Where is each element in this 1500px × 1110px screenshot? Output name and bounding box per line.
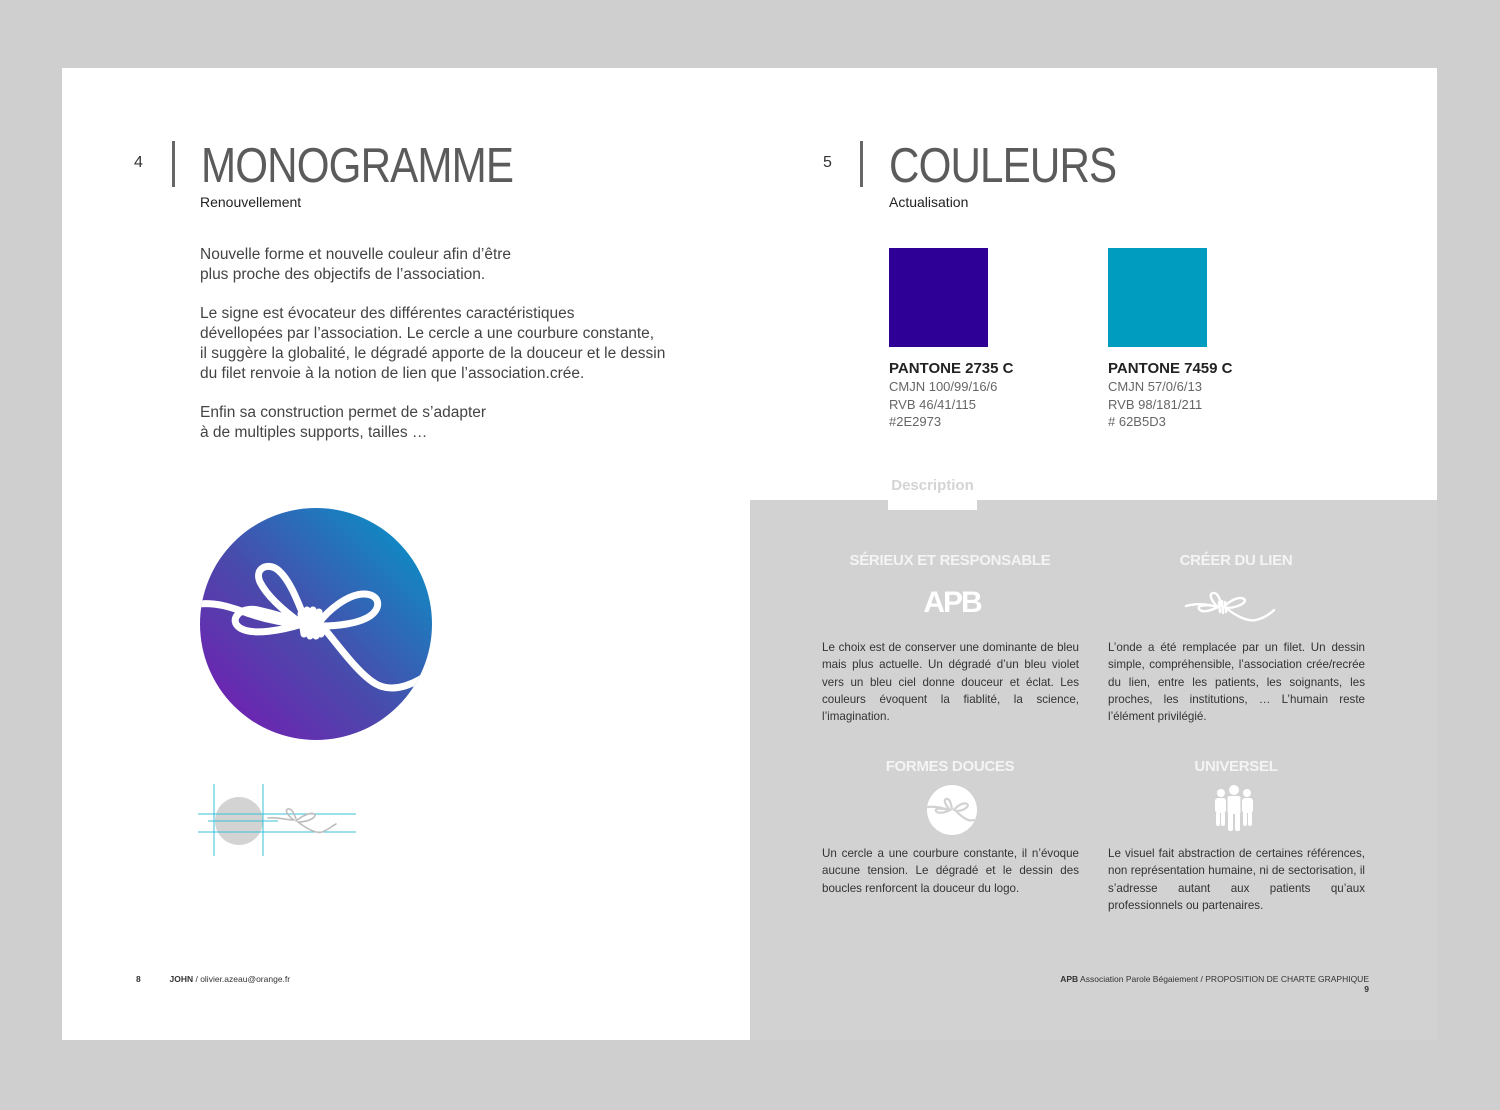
people-group-icon — [1212, 784, 1256, 832]
cmjn-value: CMJN 100/99/16/6 — [889, 379, 998, 394]
section-divider — [172, 141, 175, 187]
paragraph: Le signe est évocateur des différentes caractéristiques dévellopées par l’association. Le cercle a une courbure constante, il suggère la globalité, le dégradé apporte de la douceur et le dessin du filet renvoie à la notion de lien que l’association.crée. — [200, 305, 666, 382]
page-number: 8 — [136, 974, 141, 984]
section-subtitle: Renouvellement — [200, 194, 302, 210]
rvb-value: RVB 46/41/115 — [889, 396, 976, 412]
color-swatch-secondary — [1108, 248, 1207, 347]
construction-diagram — [198, 784, 358, 858]
hex-value: #2E2973 — [889, 414, 942, 429]
footer-email: / olivier.azeau@orange.fr — [193, 974, 291, 984]
cell-title: UNIVERSEL — [1194, 758, 1278, 775]
brochure-spread — [62, 68, 1437, 1040]
footer-text: Association Parole Bégaiement / PROPOSITION DE CHARTE GRAPHIQUE — [1078, 974, 1369, 984]
bow-ribbon-icon — [1182, 586, 1276, 626]
cell-text: L’onde a été remplacée par un filet. Un dessin simple, compréhensible, l’association crée/recrée du lien, entre les patients, les soignants, les proches, les institutions, … L’humain reste l’élément privilégié. — [1108, 641, 1365, 724]
section-title: MONOGRAMME — [201, 139, 514, 193]
cell-title: CRÉER DU LIEN — [1179, 552, 1293, 569]
pantone-specs — [1108, 378, 1202, 431]
section-number: 4 — [134, 154, 143, 171]
right-page — [750, 68, 1437, 1040]
footer-author: JOHN — [169, 974, 194, 984]
section-number: 5 — [823, 154, 832, 171]
body-copy — [200, 245, 720, 462]
description-tab-label: Description — [891, 477, 974, 494]
right-footer — [1048, 974, 1369, 994]
circle-bow-icon — [926, 784, 978, 836]
paragraph: Enfin sa construction permet de s’adapter à de multiples supports, tailles … — [200, 404, 487, 441]
pantone-specs — [889, 378, 997, 431]
cell-title: SÉRIEUX ET RESPONSABLE — [849, 552, 1051, 569]
pantone-name: PANTONE 2735 C — [889, 360, 1014, 377]
rvb-value: RVB 98/181/211 — [1108, 396, 1203, 412]
left-footer — [136, 974, 290, 984]
pantone-name: PANTONE 7459 C — [1108, 360, 1233, 377]
left-page — [62, 68, 750, 1040]
cmjn-value: CMJN 57/0/6/13 — [1108, 379, 1202, 394]
cell-text: Le choix est de conserver une dominante de bleu mais plus actuelle. Un dégradé d’un bleu violet vers un bleu ciel donne douceur et éclat. Les couleurs évoquent la fiablité, la science, l’imagination. — [822, 641, 1079, 724]
page-number: 9 — [1364, 984, 1369, 994]
color-swatch-primary — [889, 248, 988, 347]
hex-value: # 62B5D3 — [1108, 414, 1166, 429]
footer-brand: APB — [1060, 974, 1079, 984]
cell-title: FORMES DOUCES — [885, 758, 1015, 775]
paragraph: Nouvelle forme et nouvelle couleur afin d’être plus proche des objectifs de l’association. — [200, 246, 512, 283]
monogram-logo — [198, 506, 434, 742]
section-subtitle: Actualisation — [889, 194, 969, 210]
apb-logo-icon: APB — [923, 586, 981, 619]
section-divider — [860, 141, 863, 187]
cell-text: Un cercle a une courbure constante, il n’évoque aucune tension. Le dégradé et le dessin des boucles renforcent la douceur du logo. — [822, 847, 1079, 895]
cell-text: Le visuel fait abstraction de certaines références, non représentation humaine, ni de sectorisation, il s’adresse autant aux patients qu’aux professionnels ou partenaires. — [1108, 847, 1365, 912]
section-title: COULEURS — [889, 139, 1117, 193]
